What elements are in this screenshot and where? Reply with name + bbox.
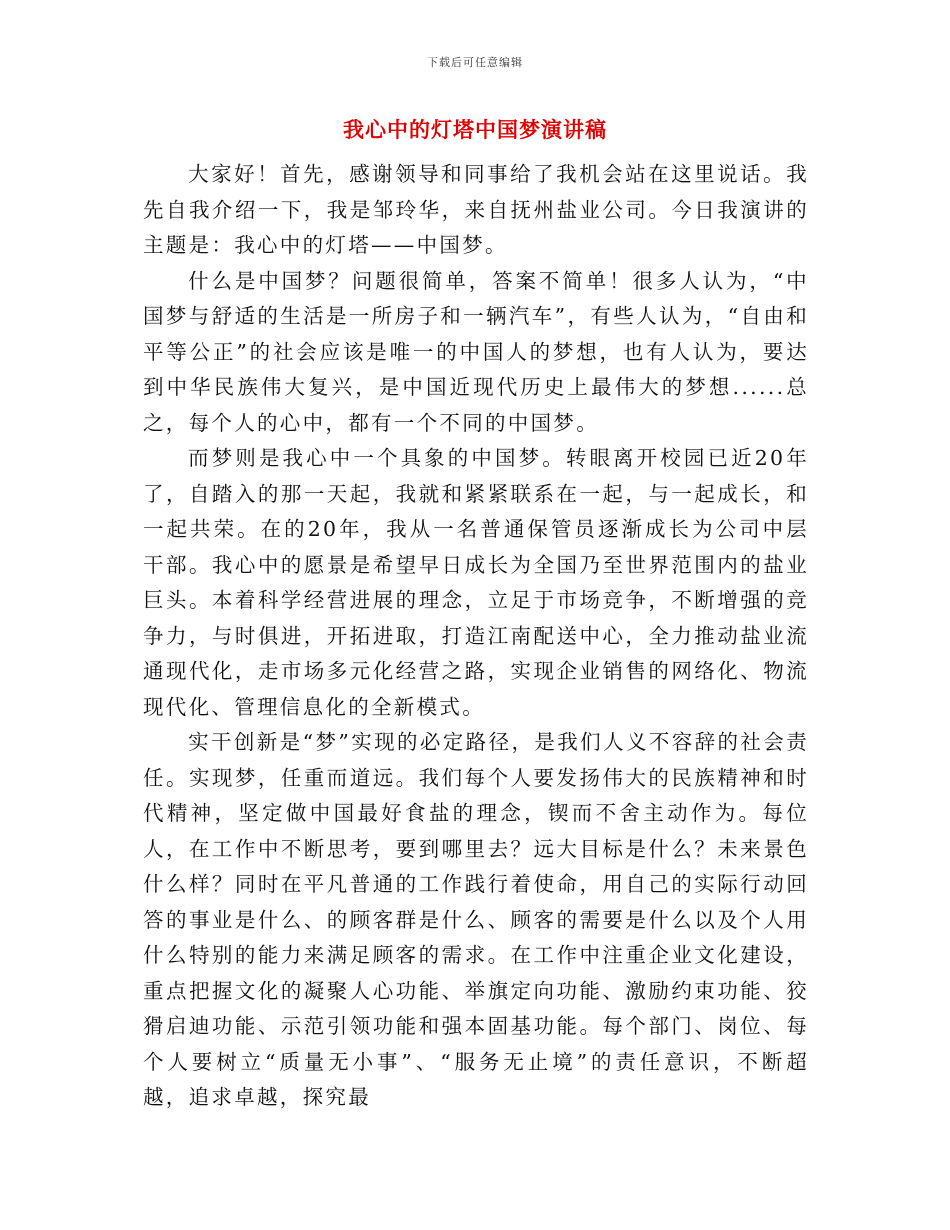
document-title: 我心中的灯塔中国梦演讲稿 — [343, 118, 607, 142]
page-header: 下载后可任意编辑 — [427, 56, 523, 69]
document-body — [143, 157, 809, 1116]
paragraph: 什么是中国梦？问题很简单，答案不简单！很多人认为，“中国梦与舒适的生活是一所房子和一辆汽车”，有些人认为，“自由和平等公正”的社会应该是唯一的中国人的梦想，也有人认为，要达到中华民族伟大复兴，是中国近现代历史上最伟大的梦想......总之，每个人的心中，都有一个不同的中国梦。 — [143, 268, 809, 435]
paragraph: 大家好！首先，感谢领导和同事给了我机会站在这里说话。我先自我介绍一下，我是邹玲华，来自抚州盐业公司。今日我演讲的主题是：我心中的灯塔——中国梦。 — [143, 162, 809, 257]
paragraph: 而梦则是我心中一个具象的中国梦。转眼离开校园已近20年了，自踏入的那一天起，我就和紧紧联系在一起，与一起成长，和一起共荣。在的20年，我从一名普通保管员逐渐成长为公司中层干部。我心中的愿景是希望早日成长为全国乃至世界范围内的盐业巨头。本着科学经营进展的理念，立足于市场竞争，不断增强的竞争力，与时俱进，开拓进取，打造江南配送中心，全力推动盐业流通现代化，走市场多元化经营之路，实现企业销售的网络化、物流现代化、管理信息化的全新模式。 — [143, 446, 809, 719]
paragraph: 实干创新是“梦”实现的必定路径，是我们人义不容辞的社会责任。实现梦，任重而道远。我们每个人要发扬伟大的民族精神和时代精神，坚定做中国最好食盐的理念，锲而不舍主动作为。每位人，在工作中不断思考，要到哪里去？远大目标是什么？未来景色什么样？同时在平凡普通的工作践行着使命，用自己的实际行动回答的事业是什么、的顾客群是什么、顾客的需要是什么以及个人用什么特别的能力来满足顾客的需求。在工作中注重企业文化建设，重点把握文化的凝聚人心功能、举旗定向功能、激励约束功能、狡猾启迪功能、示范引领功能和强本固基功能。每个部门、岗位、每个人要树立“质量无小事”、“服务无止境”的责任意识，不断超越，追求卓越，探究最 — [143, 730, 809, 1109]
